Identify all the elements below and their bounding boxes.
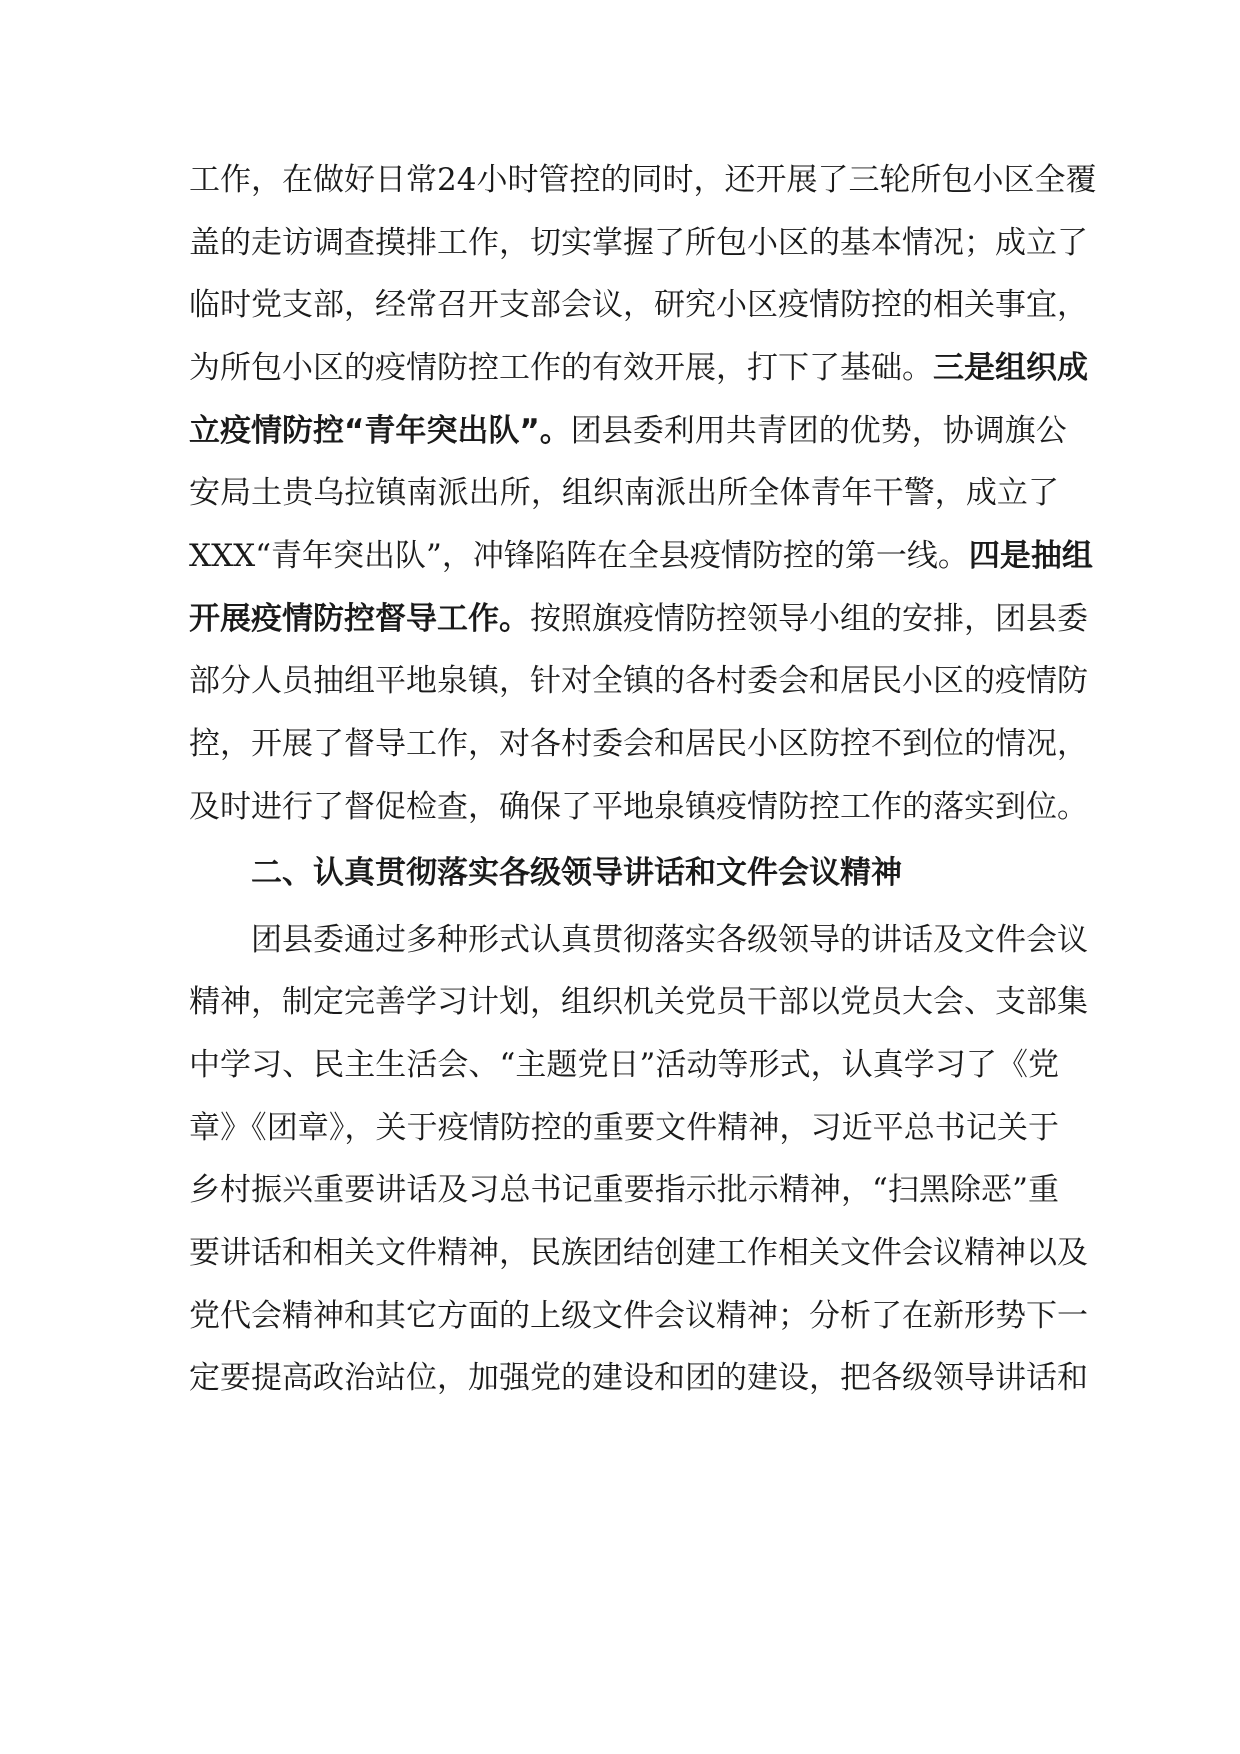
paragraph-line: [189, 536, 1093, 576]
paragraph-text: 按照旗疫情防控领导小组的安排，团县委: [530, 601, 1088, 637]
paragraph-line: 控，开展了督导工作，对各村委会和居民小区防控不到位的情况，: [189, 726, 1088, 762]
paragraph-line: 安局土贵乌拉镇南派出所，组织南派出所全体青年干警，成立了: [189, 475, 1059, 511]
paragraph-line: 团县委通过多种形式认真贯彻落实各级领导的讲话及文件会议: [251, 922, 1088, 958]
paragraph-text: XXX“青年突出队”，冲锋陷阵在全县疫情防控的第一线。: [189, 538, 969, 574]
paragraph-line: 要讲话和相关文件精神，民族团结创建工作相关文件会议精神以及: [189, 1235, 1088, 1271]
emphasis-text: 立疫情防控“青年突出队”。: [189, 413, 571, 449]
paragraph-line: [189, 411, 1067, 451]
paragraph-line: 章》《团章》，关于疫情防控的重要文件精神，习近平总书记关于: [189, 1110, 1059, 1146]
paragraph-line: 乡村振兴重要讲话及习总书记重要指示批示精神，“扫黑除恶”重: [189, 1172, 1059, 1208]
emphasis-text: 四是抽组: [968, 538, 1093, 574]
paragraph-line: 精神，制定完善学习计划，组织机关党员干部以党员大会、支部集: [189, 984, 1088, 1020]
emphasis-text: 三是组织成: [933, 350, 1088, 386]
paragraph-line: 及时进行了督促检查，确保了平地泉镇疫情防控工作的落实到位。: [189, 789, 1088, 825]
paragraph-line: 中学习、民主生活会、“主题党日”活动等形式，认真学习了《党: [189, 1047, 1059, 1083]
paragraph-line: 定要提高政治站位，加强党的建设和团的建设，把各级领导讲话和: [189, 1360, 1088, 1396]
paragraph-text: 为所包小区的疫情防控工作的有效开展，打下了基础。: [189, 350, 933, 386]
paragraph-line: [189, 348, 1088, 388]
paragraph-line: 临时党支部，经常召开支部会议，研究小区疫情防控的相关事宜，: [189, 287, 1088, 323]
emphasis-text: 开展疫情防控督导工作。: [189, 601, 530, 637]
paragraph-text: 团县委利用共青团的优势，协调旗公: [570, 413, 1067, 449]
paragraph-line: [189, 599, 1088, 639]
paragraph-line: 部分人员抽组平地泉镇，针对全镇的各村委会和居民小区的疫情防: [189, 663, 1088, 699]
paragraph-line: 党代会精神和其它方面的上级文件会议精神；分析了在新形势下一: [189, 1298, 1088, 1334]
section-heading: 二、认真贯彻落实各级领导讲话和文件会议精神: [251, 855, 902, 891]
paragraph-line: 盖的走访调查摸排工作，切实掌握了所包小区的基本情况；成立了: [189, 225, 1088, 261]
paragraph-line: 工作，在做好日常24小时管控的同时，还开展了三轮所包小区全覆: [189, 162, 1097, 198]
